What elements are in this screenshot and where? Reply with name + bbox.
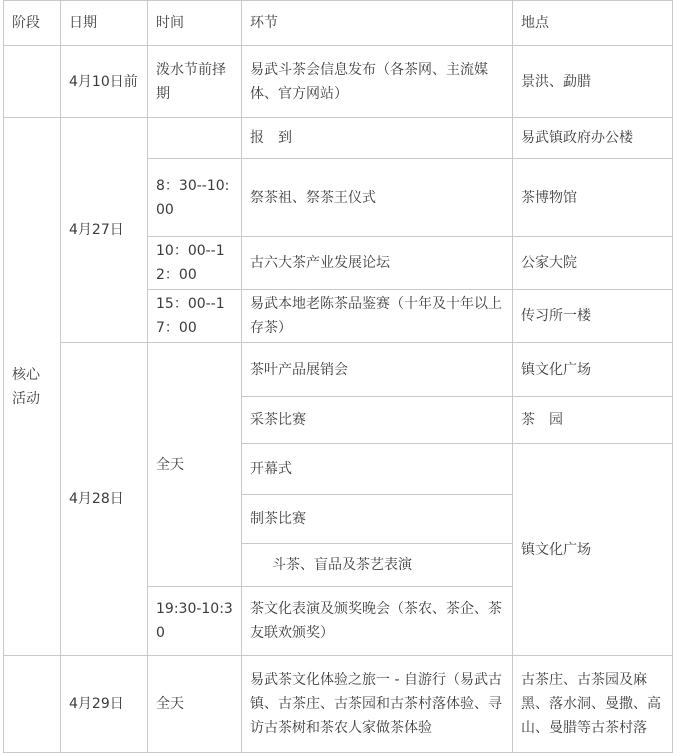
location-cell: 茶博物馆 bbox=[513, 159, 673, 237]
table-row bbox=[4, 343, 673, 397]
date-cell-428: 4月28日 bbox=[61, 343, 148, 656]
header-segment: 环节 bbox=[242, 1, 513, 46]
segment-cell: 制茶比赛 bbox=[242, 495, 513, 544]
date-cell: 4月29日 bbox=[61, 656, 148, 753]
segment-cell: 报 到 bbox=[242, 118, 513, 159]
time-cell: 15：00--17：00 bbox=[148, 290, 242, 343]
table-row bbox=[4, 118, 673, 159]
header-date: 日期 bbox=[61, 1, 148, 46]
segment-cell: 茶文化表演及颁奖晚会（茶农、茶企、茶友联欢颁奖） bbox=[242, 587, 513, 656]
date-cell: 4月10日前 bbox=[61, 46, 148, 118]
segment-cell: 祭茶祖、祭茶王仪式 bbox=[242, 159, 513, 237]
segment-cell: 采茶比赛 bbox=[242, 397, 513, 444]
header-time: 时间 bbox=[148, 1, 242, 46]
header-stage: 阶段 bbox=[4, 1, 61, 46]
location-cell: 传习所一楼 bbox=[513, 290, 673, 343]
table-row bbox=[4, 46, 673, 118]
location-cell: 茶 园 bbox=[513, 397, 673, 444]
segment-cell: 易武斗茶会信息发布（各茶网、主流媒体、官方网站） bbox=[242, 46, 513, 118]
segment-cell: 斗茶、盲品及茶艺表演 bbox=[242, 544, 513, 587]
time-cell-allday: 全天 bbox=[148, 343, 242, 587]
location-cell: 易武镇政府办公楼 bbox=[513, 118, 673, 159]
segment-cell: 茶叶产品展销会 bbox=[242, 343, 513, 397]
stage-cell-empty bbox=[4, 46, 61, 118]
time-cell: 8：30--10:00 bbox=[148, 159, 242, 237]
location-cell: 公家大院 bbox=[513, 237, 673, 290]
segment-cell: 易武茶文化体验之旅一 - 自游行（易武古镇、古茶庄、古茶园和古茶村落体验、寻访古茶树和茶农人家做茶体验 bbox=[242, 656, 513, 753]
time-cell: 19:30-10:30 bbox=[148, 587, 242, 656]
time-cell-empty bbox=[148, 118, 242, 159]
location-cell-plaza: 镇文化广场 bbox=[513, 444, 673, 656]
segment-cell: 古六大茶产业发展论坛 bbox=[242, 237, 513, 290]
time-cell: 全天 bbox=[148, 656, 242, 753]
stage-cell-empty bbox=[4, 656, 61, 753]
schedule-table bbox=[3, 0, 673, 753]
date-cell-427: 4月27日 bbox=[61, 118, 148, 343]
location-cell: 镇文化广场 bbox=[513, 343, 673, 397]
header-row bbox=[4, 1, 673, 46]
header-location: 地点 bbox=[513, 1, 673, 46]
time-cell: 泼水节前择期 bbox=[148, 46, 242, 118]
location-cell: 景洪、勐腊 bbox=[513, 46, 673, 118]
table-row bbox=[4, 656, 673, 753]
time-cell: 10：00--12：00 bbox=[148, 237, 242, 290]
stage-cell-core: 核心活动 bbox=[4, 118, 61, 656]
segment-cell: 易武本地老陈茶品鉴赛（十年及十年以上存茶） bbox=[242, 290, 513, 343]
segment-cell: 开幕式 bbox=[242, 444, 513, 495]
location-cell: 古茶庄、古茶园及麻黑、落水洞、曼撒、高山、曼腊等古茶村落 bbox=[513, 656, 673, 753]
